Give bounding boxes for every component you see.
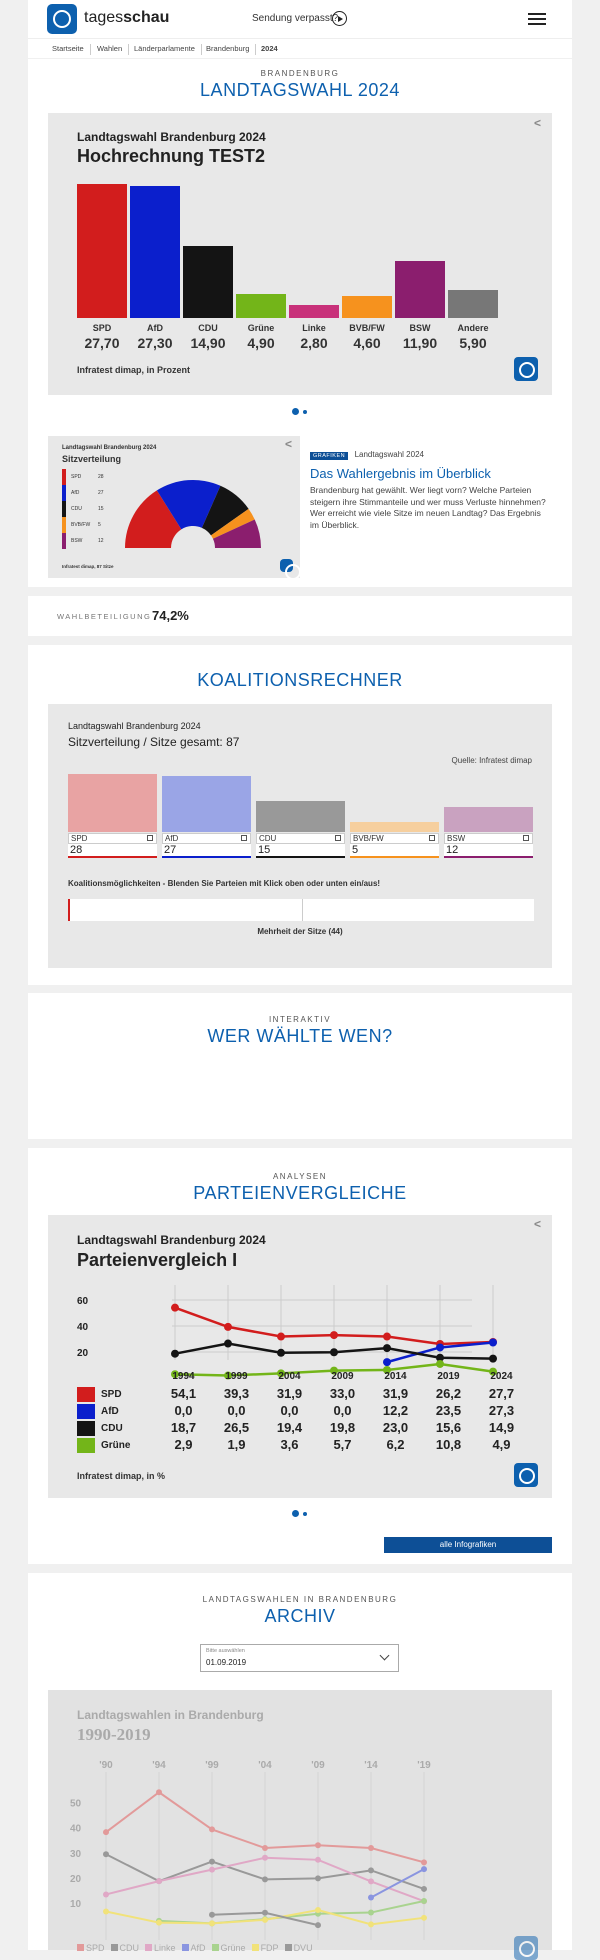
bar-value: 27,30	[137, 335, 173, 351]
bar-value: 4,90	[247, 335, 275, 351]
legend-label: Linke	[154, 1943, 176, 1953]
legend-seats: 12	[98, 538, 104, 544]
select-value: 01.09.2019	[206, 1658, 247, 1667]
chart-subtitle: Hochrechnung TEST2	[77, 146, 266, 166]
section-kicker: BRANDENBURG	[260, 69, 340, 78]
value-cell: 15,6	[435, 1420, 462, 1435]
value-cell: 26,5	[223, 1420, 250, 1435]
data-point	[421, 1866, 427, 1872]
party-swatch	[77, 1404, 95, 1419]
landtagswahl-section	[28, 59, 572, 587]
koa-party-label: AfD	[162, 833, 251, 844]
data-point	[262, 1910, 268, 1916]
koa-bar-afd	[162, 776, 251, 832]
thumb-subtitle: Sitzverteilung	[62, 454, 122, 464]
play-icon[interactable]	[332, 11, 347, 26]
y-tick: 10	[70, 1899, 82, 1910]
data-point	[368, 1894, 374, 1900]
archiv-chart	[48, 1690, 552, 1953]
breadcrumb-wahlen[interactable]: Wahlen	[97, 44, 129, 55]
x-tick: '04	[258, 1760, 272, 1771]
y-tick: 40	[77, 1322, 89, 1333]
year-header: 2004	[278, 1371, 301, 1382]
data-point	[209, 1826, 215, 1832]
y-tick: 20	[77, 1348, 89, 1359]
data-point	[383, 1344, 391, 1352]
data-point	[224, 1323, 232, 1331]
y-tick: 40	[70, 1823, 82, 1835]
x-tick: '99	[205, 1760, 219, 1771]
section-title: PARTEIENVERGLEICHE	[193, 1183, 407, 1203]
share-icon[interactable]	[534, 119, 544, 129]
bar-chart-area	[77, 183, 517, 353]
archiv-series-grüne	[159, 1901, 424, 1923]
legend-item	[252, 1943, 279, 1953]
teaser-badge: GRAFIKEN	[310, 452, 348, 460]
koa-party-label: BSW	[444, 833, 533, 844]
thumb-source: Infratest dimap, 87 Sitze	[62, 564, 114, 569]
value-cell: 1,9	[227, 1437, 246, 1452]
section-title: ARCHIV	[264, 1606, 336, 1626]
value-cell: 4,9	[492, 1437, 511, 1452]
value-cell: 31,9	[382, 1386, 409, 1401]
value-cell: 0,0	[333, 1403, 352, 1418]
legend-label: Grüne	[220, 1943, 246, 1953]
tagesschau-logo-icon	[514, 357, 538, 381]
koa-bar-bvb/fw	[350, 822, 439, 832]
data-point	[224, 1340, 232, 1348]
menu-icon[interactable]	[528, 13, 546, 25]
data-point	[156, 1789, 162, 1795]
x-tick: '94	[152, 1760, 166, 1771]
koa-seats: 5	[350, 844, 439, 858]
y-tick: 30	[70, 1848, 82, 1860]
bar-linke	[289, 305, 339, 319]
legend-label: FDP	[260, 1943, 279, 1953]
data-point	[156, 1878, 162, 1884]
legend-party: SPD	[71, 474, 82, 480]
koa-bar-cdu	[256, 801, 345, 832]
bar-spd	[77, 184, 127, 318]
value-cell: 27,7	[488, 1386, 515, 1401]
turnout-label: WAHLBETEILIGUNG	[57, 612, 152, 621]
data-point	[436, 1343, 444, 1351]
archiv-line-chart	[68, 1760, 431, 1940]
legend-party: BSW	[71, 538, 83, 544]
share-icon[interactable]	[534, 1220, 544, 1230]
slider-dot[interactable]	[303, 410, 307, 414]
section-kicker: LANDTAGSWAHLEN IN BRANDENBURG	[202, 1595, 398, 1604]
party-checkbox[interactable]	[147, 835, 153, 841]
x-tick: '19	[417, 1760, 431, 1771]
value-cell: 26,2	[435, 1386, 462, 1401]
legend-seats: 28	[98, 474, 104, 480]
legend-swatch	[62, 501, 66, 517]
koa-chart-title: Landtagswahl Brandenburg 2024	[68, 721, 201, 731]
party-swatch	[77, 1387, 95, 1402]
data-point	[315, 1842, 321, 1848]
parteienvergleiche-section	[28, 1148, 572, 1564]
party-checkbox[interactable]	[241, 835, 247, 841]
tagesschau-logo-icon	[514, 1463, 538, 1487]
coalition-bar[interactable]	[68, 899, 534, 921]
sitzverteilung-thumbnail[interactable]	[48, 436, 300, 578]
data-point	[421, 1915, 427, 1921]
data-point	[103, 1851, 109, 1857]
majority-label: Mehrheit der Sitze (44)	[257, 927, 343, 936]
slider-dot-active[interactable]	[292, 408, 299, 415]
value-cell: 14,9	[488, 1420, 515, 1435]
value-cell: 5,7	[333, 1437, 352, 1452]
data-point	[489, 1355, 497, 1363]
data-point	[103, 1891, 109, 1897]
value-cell: 31,9	[276, 1386, 303, 1401]
legend-seats: 27	[98, 490, 104, 496]
value-cell: 2,9	[174, 1437, 193, 1452]
parteienvergleich-chart	[48, 1215, 552, 1498]
chart-title: Landtagswahl Brandenburg 2024	[77, 1233, 266, 1247]
value-cell: 19,4	[276, 1420, 303, 1435]
legend-label: AfD	[190, 1943, 206, 1953]
bar-grüne	[236, 294, 286, 318]
legend-item	[182, 1943, 206, 1953]
data-point	[277, 1349, 285, 1357]
value-cell: 0,0	[174, 1403, 193, 1418]
archiv-chart-title: Landtagswahlen in Brandenburg	[77, 1708, 264, 1722]
legend-party: AfD	[71, 490, 80, 496]
bar-value: 11,90	[402, 335, 438, 351]
value-cell: 0,0	[280, 1403, 299, 1418]
year-header: 2019	[437, 1371, 460, 1382]
party-swatch	[77, 1438, 95, 1453]
value-cell: 39,3	[223, 1386, 250, 1401]
bar-andere	[448, 290, 498, 318]
legend-swatch	[62, 533, 66, 549]
value-cell: 18,7	[170, 1420, 197, 1435]
wer-waehlte-wen-section	[28, 993, 572, 1139]
teaser-topline: Landtagswahl 2024	[354, 450, 424, 459]
data-point	[383, 1333, 391, 1341]
breadcrumb-brandenburg[interactable]: Brandenburg	[206, 44, 256, 55]
thumb-legend	[62, 469, 122, 559]
data-point	[315, 1875, 321, 1881]
bar-afd	[130, 186, 180, 318]
party-checkbox[interactable]	[523, 835, 529, 841]
share-icon[interactable]	[285, 440, 295, 450]
bar-label: SPD	[92, 323, 112, 333]
koa-seats: 27	[162, 844, 251, 858]
archiv-chart-subtitle: 1990-2019	[77, 1725, 151, 1744]
data-point	[262, 1917, 268, 1923]
data-point	[315, 1857, 321, 1863]
alle-infografiken-button[interactable]: alle Infografiken	[384, 1537, 552, 1553]
koa-seats: 12	[444, 844, 533, 858]
party-swatch	[77, 1421, 95, 1436]
bar-label: Andere	[457, 323, 489, 333]
data-point	[368, 1867, 374, 1873]
party-cell	[77, 1436, 157, 1453]
data-point	[262, 1845, 268, 1851]
x-tick: '14	[364, 1760, 378, 1771]
bar-value: 2,80	[300, 335, 328, 351]
select-label: Bitte auswählen	[206, 1648, 245, 1654]
value-cell: 3,6	[280, 1437, 299, 1452]
legend-item	[77, 1943, 105, 1953]
legend-swatch	[145, 1944, 152, 1951]
koa-party-label: BVB/FW	[350, 833, 439, 844]
data-point	[209, 1867, 215, 1873]
data-point	[315, 1907, 321, 1913]
legend-label: DVU	[293, 1943, 313, 1953]
brand-name[interactable]: tagesschau	[84, 9, 170, 26]
data-point	[209, 1859, 215, 1865]
turnout-bar	[28, 596, 572, 636]
archiv-section	[28, 1573, 572, 1953]
tagesschau-logo-icon	[514, 1936, 538, 1960]
data-point	[368, 1910, 374, 1916]
koa-bar-bsw	[444, 807, 533, 832]
data-point	[103, 1909, 109, 1915]
table-corner	[77, 1368, 157, 1385]
data-point	[330, 1348, 338, 1356]
y-tick: 60	[77, 1296, 89, 1307]
legend-swatch	[285, 1944, 292, 1951]
bar-label: AfD	[147, 323, 163, 333]
koa-subtitle: Sitzverteilung / Sitze gesamt: 87	[68, 735, 240, 749]
data-point	[368, 1878, 374, 1884]
data-point	[330, 1331, 338, 1339]
teaser-text: Brandenburg hat gewählt. Wer liegt vorn? Welche Parteien steigern ihre Stimmanteile und wer muss Verluste hinnehmen? Wer erreicht wie viele Sitze im neuen Landtag? Das Ergebnis im Überblick.	[310, 485, 546, 530]
thumb-title: Landtagswahl Brandenburg 2024	[62, 445, 157, 451]
legend-item	[212, 1943, 246, 1953]
legend-label: CDU	[119, 1943, 140, 1953]
slider-dot[interactable]	[303, 1512, 307, 1516]
data-point	[209, 1920, 215, 1926]
koalitionsrechner-widget	[48, 704, 552, 968]
legend-swatch	[252, 1944, 259, 1951]
data-point	[436, 1360, 444, 1368]
party-name: CDU	[101, 1422, 123, 1434]
archiv-legend	[77, 1943, 319, 1953]
legend-swatch	[111, 1944, 118, 1951]
value-cell: 12,2	[382, 1403, 409, 1418]
party-cell	[77, 1402, 157, 1419]
section-title: KOALITIONSRECHNER	[197, 670, 403, 690]
legend-swatch	[62, 517, 66, 533]
data-point	[277, 1333, 285, 1341]
teaser-text-block	[310, 444, 550, 531]
bar-label: BVB/FW	[349, 323, 385, 333]
koa-party-label: SPD	[68, 833, 157, 844]
turnout-value: 74,2%	[152, 608, 189, 623]
election-date-select[interactable]	[200, 1644, 399, 1672]
year-header: 1999	[225, 1371, 248, 1382]
legend-label: SPD	[86, 1943, 105, 1953]
value-cell: 0,0	[227, 1403, 246, 1418]
data-point	[103, 1829, 109, 1835]
data-point	[209, 1912, 215, 1918]
bar-value: 27,70	[84, 335, 120, 351]
chart-subtitle: Parteienvergleich I	[77, 1250, 238, 1270]
value-cell: 19,8	[329, 1420, 356, 1435]
data-point	[368, 1921, 374, 1927]
data-point	[383, 1358, 391, 1366]
value-cell: 10,8	[435, 1437, 462, 1452]
legend-party: BVB/FW	[71, 522, 91, 528]
hochrechnung-chart	[48, 113, 552, 395]
legend-swatch	[182, 1944, 189, 1951]
party-cell	[77, 1419, 157, 1436]
party-name: AfD	[101, 1405, 119, 1417]
party-checkbox[interactable]	[335, 835, 341, 841]
party-checkbox[interactable]	[429, 835, 435, 841]
data-point	[315, 1922, 321, 1928]
bar-label: BSW	[409, 323, 431, 333]
x-tick: '09	[311, 1760, 325, 1771]
majority-line	[302, 899, 303, 921]
data-point	[156, 1920, 162, 1926]
line-chart	[77, 1280, 517, 1360]
value-cell: 54,1	[170, 1386, 197, 1401]
bar-label: Grüne	[247, 323, 275, 333]
bar-bvb/fw	[342, 296, 392, 318]
section-title: LANDTAGSWAHL 2024	[200, 80, 400, 100]
legend-seats: 5	[98, 522, 101, 528]
legend-swatch	[212, 1944, 219, 1951]
chart-source: Infratest dimap, in %	[77, 1471, 166, 1481]
koa-bar-spd	[68, 774, 157, 832]
party-name: SPD	[101, 1388, 122, 1400]
bar-value: 4,60	[353, 335, 381, 351]
legend-swatch	[77, 1944, 84, 1951]
y-tick: 20	[70, 1873, 82, 1885]
chart-title: Landtagswahl Brandenburg 2024	[77, 130, 266, 144]
section-kicker: INTERAKTIV	[268, 1015, 332, 1024]
breadcrumb-laenderparlamente[interactable]: Länderparlamente	[134, 44, 202, 55]
koa-seats: 15	[256, 844, 345, 858]
bar-value: 5,90	[459, 335, 487, 351]
legend-item	[285, 1943, 313, 1953]
sendung-verpasst-link[interactable]: Sendung verpasst?	[252, 13, 339, 24]
section-kicker: ANALYSEN	[272, 1172, 328, 1181]
seat-hemicycle	[118, 468, 268, 548]
section-title: WER WÄHLTE WEN?	[207, 1026, 393, 1046]
breadcrumb-startseite[interactable]: Startseite	[52, 44, 91, 55]
koa-seats: 28	[68, 844, 157, 858]
bar-label: CDU	[198, 323, 218, 333]
bar-label: Linke	[302, 323, 326, 333]
value-cell: 6,2	[386, 1437, 405, 1452]
teaser-title[interactable]: Das Wahlergebnis im Überblick	[310, 466, 491, 481]
party-cell	[77, 1385, 157, 1402]
value-cell: 23,0	[382, 1420, 409, 1435]
value-cell: 33,0	[329, 1386, 356, 1401]
legend-item	[145, 1943, 176, 1953]
legend-item	[111, 1943, 140, 1953]
koalitionsrechner-section	[28, 645, 572, 985]
data-point	[171, 1350, 179, 1358]
bar-bsw	[395, 261, 445, 318]
bar-value: 14,90	[190, 335, 226, 351]
chevron-down-icon	[380, 1651, 390, 1661]
legend-swatch	[62, 469, 66, 485]
slider-dot-active[interactable]	[292, 1510, 299, 1517]
bar-cdu	[183, 246, 233, 318]
data-point	[421, 1859, 427, 1865]
year-header: 2009	[331, 1371, 354, 1382]
y-tick: 50	[70, 1798, 82, 1810]
year-header: 2024	[490, 1371, 513, 1382]
x-tick: '90	[99, 1760, 113, 1771]
data-point	[171, 1304, 179, 1312]
koa-hint: Koalitionsmöglichkeiten - Blenden Sie Parteien mit Klick oben oder unten ein/aus!	[68, 879, 381, 888]
data-point	[489, 1339, 497, 1347]
koa-party-label: CDU	[256, 833, 345, 844]
data-point	[421, 1898, 427, 1904]
tagesschau-logo-icon[interactable]	[47, 4, 77, 34]
legend-swatch	[62, 485, 66, 501]
data-point	[262, 1876, 268, 1882]
koa-bars	[68, 774, 534, 869]
data-point	[368, 1845, 374, 1851]
data-point	[421, 1886, 427, 1892]
tagesschau-logo-icon	[280, 559, 293, 572]
legend-party: CDU	[71, 506, 82, 512]
chart-source: Infratest dimap, in Prozent	[77, 365, 191, 375]
year-header: 2014	[384, 1371, 407, 1382]
koa-source: Quelle: Infratest dimap	[451, 756, 532, 765]
year-header: 1994	[172, 1371, 195, 1382]
site-header	[28, 0, 572, 38]
values-table	[77, 1368, 528, 1453]
party-name: Grüne	[101, 1439, 131, 1451]
breadcrumb-current: 2024	[261, 44, 278, 53]
value-cell: 27,3	[488, 1403, 515, 1418]
value-cell: 23,5	[435, 1403, 462, 1418]
breadcrumb	[28, 38, 572, 58]
data-point	[262, 1855, 268, 1861]
legend-seats: 15	[98, 506, 104, 512]
